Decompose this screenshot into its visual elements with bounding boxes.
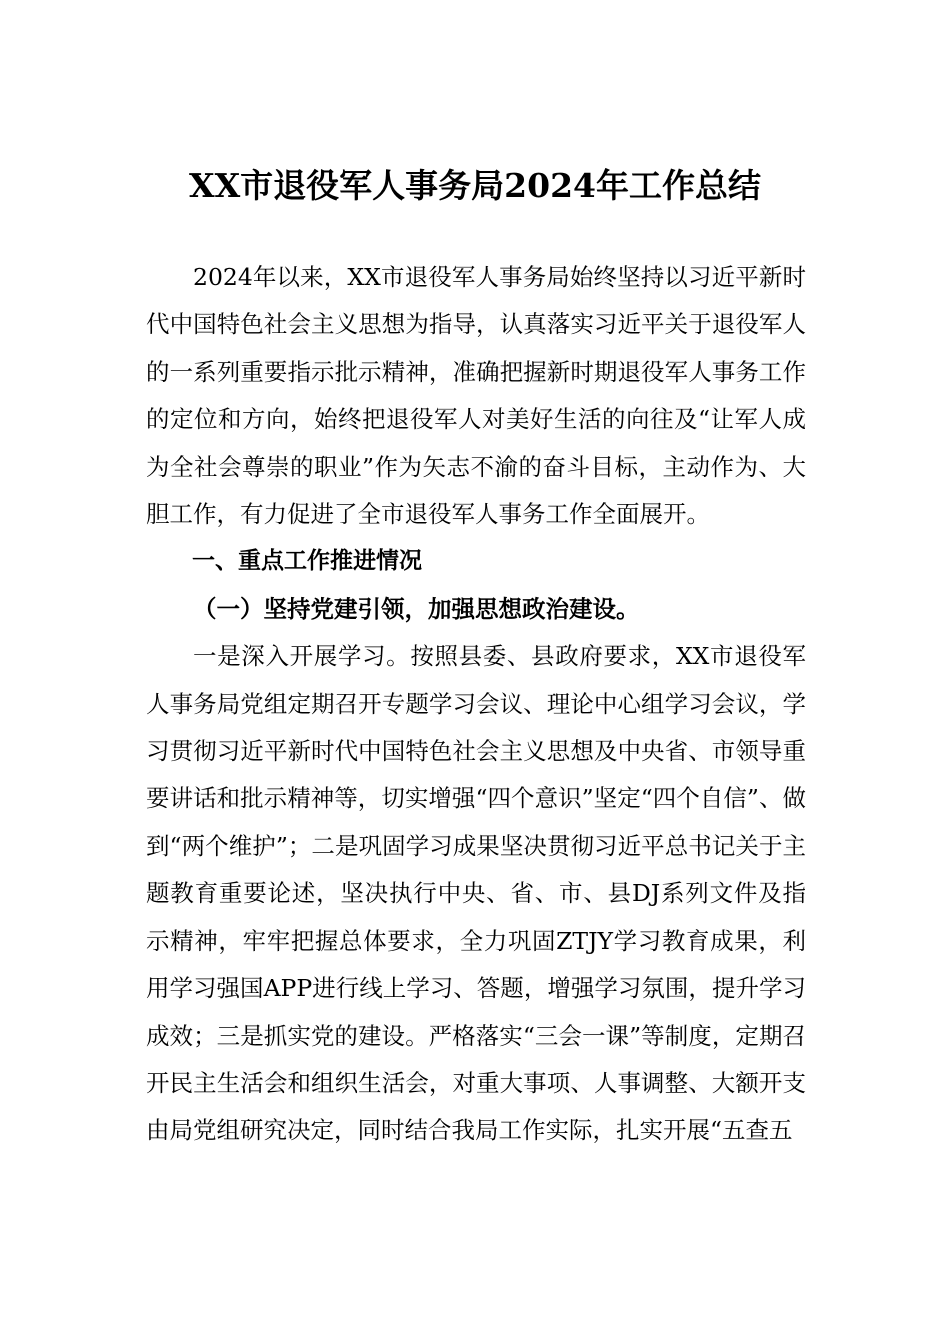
document-title: XX市退役军人事务局2024年工作总结 — [188, 166, 762, 205]
subsection-heading: （一）坚持党建引领，加强思想政治建设。 — [193, 594, 640, 623]
document-body — [146, 254, 806, 1155]
intro-paragraph: 2024年以来，XX市退役军人事务局始终坚持以习近平新时代中国特色社会主义思想为指导，认真落实习近平关于退役军人的一系列重要指示批示精神，准确把握新时期退役军人事务工作的定位和方向，始终把退役军人对美好生活的向往及“让军人成为全社会尊崇的职业”作为矢志不渝的奋斗目标，主动作为、大胆工作，有力促进了全市退役军人事务工作全面展开。 — [146, 263, 806, 529]
section-heading: 一、重点工作推进情况 — [192, 548, 422, 575]
body-paragraph: 一是深入开展学习。按照县委、县政府要求，XX市退役军人事务局党组定期召开专题学习会议、理论中心组学习会议，学习贯彻习近平新时代中国特色社会主义思想及中央省、市领导重要讲话和批示精神等，切实增强“四个意识”坚定“四个自信”、做到“两个维护”；二是巩固学习成果坚决贯彻习近平总书记关于主题教育重要论述，坚决执行中央、省、市、县DJ系列文件及指示精神，牢牢把握总体要求，全力巩固ZTJY学习教育成果，利用学习强国APP进行线上学习、答题，增强学习氛围，提升学习成效；三是抓实党的建设。严格落实“三会一课”等制度，定期召开民主生活会和组织生活会，对重大事项、人事调整、大额开支由局党组研究决定，同时结合我局工作实际，扎实开展“五查五 — [146, 642, 806, 1145]
